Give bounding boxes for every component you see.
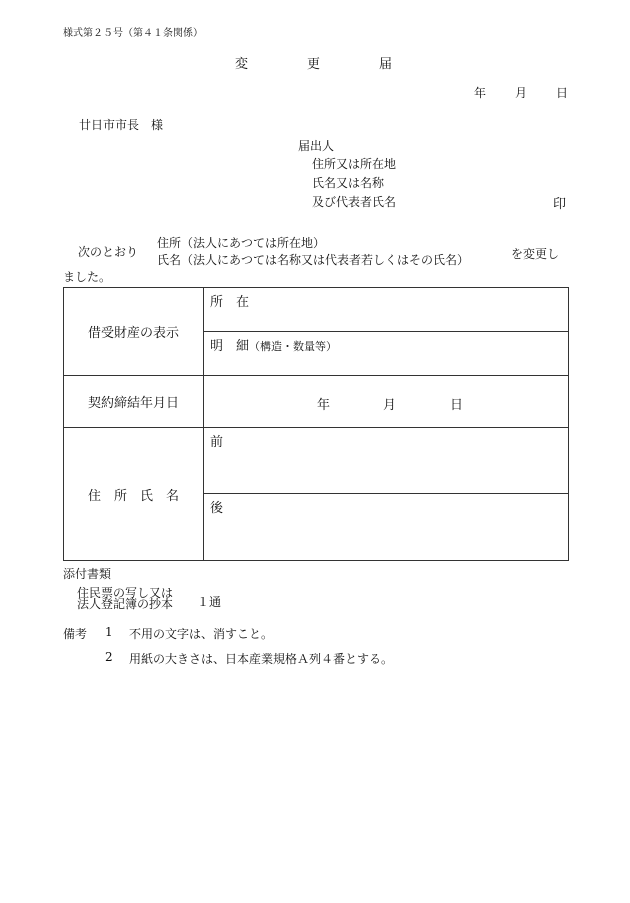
- applicant-address-label: 住所又は所在地: [312, 157, 397, 171]
- contract-date-field[interactable]: [204, 376, 569, 428]
- details-label: 明 細: [210, 339, 250, 354]
- contract-date-label: 契約締結年月日: [64, 376, 204, 428]
- statement-option-name: 氏名（法人にあつては名称又は代表者若しくはその氏名）: [157, 253, 470, 267]
- before-label: 前: [210, 435, 224, 450]
- note-number-1: 1: [105, 625, 113, 639]
- statement-option-address: 住所（法人にあつては所在地）: [157, 236, 326, 250]
- addressee: 廿日市市長 様: [79, 118, 164, 132]
- title-char-3: 届: [379, 57, 393, 72]
- title-char-1: 変: [235, 57, 249, 72]
- location-label: 所 在: [210, 295, 250, 310]
- note-text-2: 用紙の大きさは、日本産業規格Ａ列４番とする。: [129, 652, 394, 666]
- contract-month: 月: [383, 397, 397, 413]
- after-field[interactable]: [204, 494, 569, 561]
- applicant-representative-label: 及び代表者氏名: [312, 195, 397, 209]
- attachment-doc-line1: 住民票の写し又は: [77, 586, 174, 600]
- seal-mark: 印: [553, 197, 567, 212]
- attachments-heading: 添付書類: [63, 567, 112, 581]
- contract-year: 年: [317, 397, 331, 413]
- before-field[interactable]: [204, 428, 569, 494]
- form-number: 様式第２５号（第４１条関係）: [63, 28, 203, 39]
- location-field[interactable]: [204, 288, 569, 332]
- note-text-1: 不用の文字は、消すこと。: [129, 627, 274, 641]
- notes-heading: 備考: [63, 627, 88, 641]
- title-char-2: 更: [307, 57, 321, 72]
- property-table: [63, 287, 569, 561]
- after-label: 後: [210, 501, 224, 516]
- applicant-name-label: 氏名又は名称: [312, 176, 385, 190]
- attachment-doc-line2: 法人登記簿の抄本: [77, 597, 174, 611]
- statement-suffix: を変更し: [511, 247, 560, 261]
- applicant-heading: 届出人: [298, 139, 335, 153]
- property-label: 借受財産の表示: [64, 288, 204, 376]
- statement-prefix: 次のとおり: [78, 245, 139, 259]
- address-name-label: 住 所 氏 名: [64, 428, 204, 561]
- date-month: 月: [515, 86, 528, 100]
- details-field[interactable]: [204, 332, 569, 376]
- attachment-count: １通: [197, 595, 222, 609]
- details-note: （構造・数量等）: [249, 340, 338, 353]
- attachment-document: [77, 588, 173, 610]
- page-title: [235, 53, 451, 72]
- statement-continuation: ました。: [63, 270, 112, 284]
- date-year: 年: [474, 86, 487, 100]
- contract-day: 日: [450, 397, 464, 413]
- note-number-2: 2: [105, 650, 113, 664]
- date-day: 日: [556, 86, 569, 100]
